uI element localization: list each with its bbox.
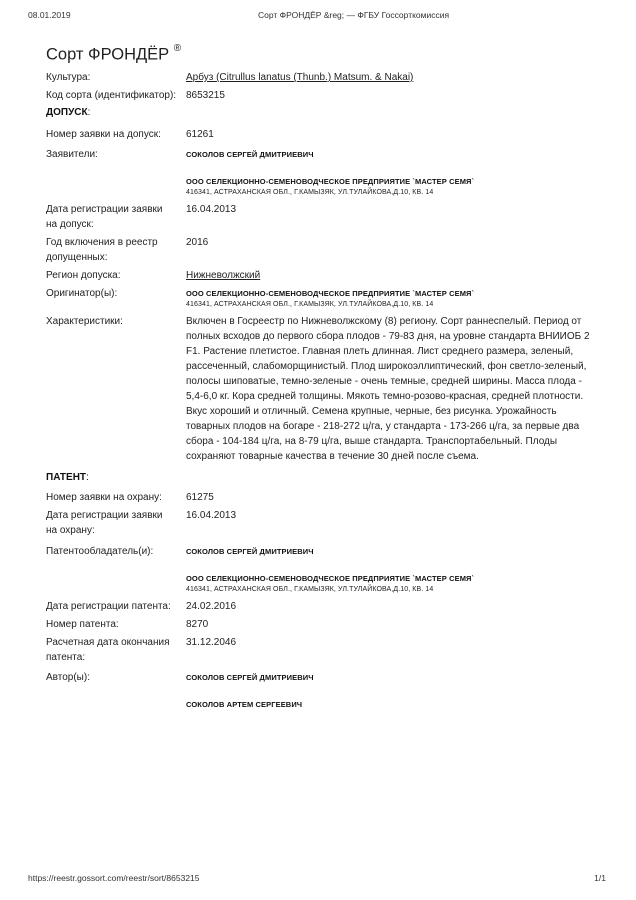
year-label: Год включения в реестр допущенных: xyxy=(46,237,158,263)
print-footer xyxy=(0,873,636,887)
expiry-row xyxy=(46,635,591,665)
print-date: 08.01.2019 xyxy=(28,10,71,20)
year-value: 2016 xyxy=(186,237,209,248)
admission-app-no-value: 61261 xyxy=(186,129,214,140)
author-2: СОКОЛОВ АРТЕМ СЕРГЕЕВИЧ xyxy=(186,700,303,709)
admission-heading-text: ДОПУСК xyxy=(46,107,88,118)
print-header xyxy=(0,10,636,24)
applicant-person: СОКОЛОВ СЕРГЕЙ ДМИТРИЕВИЧ xyxy=(186,150,314,159)
originator-org-name: ООО СЕЛЕКЦИОННО-СЕМЕНОВОДЧЕСКОЕ ПРЕДПРИЯТИЕ `МАСТЕР СЕМЯ` xyxy=(186,289,475,298)
admission-reg-date-label: Дата регистрации заявки на допуск: xyxy=(46,204,163,230)
region-link[interactable]: Нижневолжский xyxy=(186,270,261,281)
holders-row xyxy=(46,544,591,559)
code-label: Код сорта (идентификатор): xyxy=(46,90,177,101)
patent-date-row xyxy=(46,599,591,614)
sort-card xyxy=(46,40,591,709)
patent-app-no-row xyxy=(46,490,591,505)
expiry-label: Расчетная дата окончания патента: xyxy=(46,637,170,663)
culture-link[interactable]: Арбуз (Citrullus lanatus (Thunb.) Matsum. & Nakai) xyxy=(186,72,414,83)
admission-app-no-row xyxy=(46,127,591,142)
patent-no-label: Номер патента: xyxy=(46,619,119,630)
originator-org-address: 416341, АСТРАХАНСКАЯ ОБЛ., Г.КАМЫЗЯК, УЛ.ТУЛАЙКОВА,Д.10, КВ. 14 xyxy=(186,301,434,308)
holders-label: Патентообладатель(и): xyxy=(46,546,154,557)
patent-date-label: Дата регистрации патента: xyxy=(46,601,171,612)
applicant-org-address: 416341, АСТРАХАНСКАЯ ОБЛ., Г.КАМЫЗЯК, УЛ.ТУЛАЙКОВА,Д.10, КВ. 14 xyxy=(186,189,434,196)
admission-app-no-label: Номер заявки на допуск: xyxy=(46,129,161,140)
applicant-org-block xyxy=(186,177,591,196)
applicant-org-name: ООО СЕЛЕКЦИОННО-СЕМЕНОВОДЧЕСКОЕ ПРЕДПРИЯТИЕ `МАСТЕР СЕМЯ` xyxy=(186,177,475,186)
authors-row xyxy=(46,670,591,685)
region-label: Регион допуска: xyxy=(46,270,121,281)
print-title: Сорт ФРОНДЁР &reg; — ФГБУ Госсорткомиссия xyxy=(258,10,450,20)
patent-heading-colon: : xyxy=(86,472,89,483)
patent-reg-date-label: Дата регистрации заявки на охрану: xyxy=(46,510,163,536)
applicants-row xyxy=(46,147,591,162)
applicants-label: Заявители: xyxy=(46,149,98,160)
originator-label: Оригинатор(ы): xyxy=(46,288,118,299)
author-2-block xyxy=(186,700,591,709)
patent-app-no-value: 61275 xyxy=(186,492,214,503)
print-url: https://reestr.gossort.com/reestr/sort/8653215 xyxy=(28,873,200,883)
culture-label: Культура: xyxy=(46,72,91,83)
print-page-number: 1/1 xyxy=(594,873,606,883)
sort-title-text: Сорт ФРОНДЁР xyxy=(46,45,170,64)
page-title xyxy=(46,40,591,66)
admission-heading-colon: : xyxy=(87,107,91,118)
admission-reg-date-row xyxy=(46,202,591,232)
patent-no-value: 8270 xyxy=(186,619,209,630)
region-row xyxy=(46,268,591,283)
characteristics-row xyxy=(46,314,591,464)
holder-org-block xyxy=(186,574,591,593)
holder-org-name: ООО СЕЛЕКЦИОННО-СЕМЕНОВОДЧЕСКОЕ ПРЕДПРИЯТИЕ `МАСТЕР СЕМЯ` xyxy=(186,574,475,583)
patent-no-row xyxy=(46,617,591,632)
patent-app-no-label: Номер заявки на охрану: xyxy=(46,492,162,503)
culture-row xyxy=(46,70,591,85)
characteristics-text: Включен в Госреестр по Нижневолжскому (8) региону. Сорт раннеспелый. Период от полных всходов до первого сбора плодов - 79-83 дня, на уровне стандарта ВНИИОБ 2 F1. Растение плетистое. Главная плеть длинная. Лист среднего размера, зеленый, рассеченный, слабоморщинистый. Плод широкоэллиптический, фон светло-зеленый, полосы шиповатые, темно-зеленые - очень темные, средней ширины. Масса плода - 5,4-6,0 кг. Кора средней толщины. Мякоть темно-розово-красная, средней плотности. Вкус хороший и отличный. Семена крупные, черные, без рисунка. Урожайность товарных плодов на богаре - 218-272 ц/га, у стандарта - 173-266 ц/га, за первые два сбора - 104-184 ц/га, на 8-79 ц/га, выше стандарта. Транспортабельный. Плоды сохраняют товарные качества в течение 30 дней после съема. xyxy=(186,316,590,462)
holder-org-address: 416341, АСТРАХАНСКАЯ ОБЛ., Г.КАМЫЗЯК, УЛ.ТУЛАЙКОВА,Д.10, КВ. 14 xyxy=(186,586,434,593)
code-row xyxy=(46,88,591,103)
registered-mark: ® xyxy=(173,43,182,54)
originator-row xyxy=(46,286,591,301)
holder-person: СОКОЛОВ СЕРГЕЙ ДМИТРИЕВИЧ xyxy=(186,547,314,556)
originator-org-block xyxy=(186,301,591,308)
characteristics-label: Характеристики: xyxy=(46,316,123,327)
expiry-value: 31.12.2046 xyxy=(186,637,237,648)
patent-reg-date-value: 16.04.2013 xyxy=(186,510,237,521)
patent-heading-text: ПАТЕНТ xyxy=(46,472,87,483)
code-value: 8653215 xyxy=(186,90,225,101)
admission-reg-date-value: 16.04.2013 xyxy=(186,204,237,215)
patent-date-value: 24.02.2016 xyxy=(186,601,237,612)
patent-reg-date-row xyxy=(46,508,591,538)
admission-heading xyxy=(46,105,591,120)
author-1: СОКОЛОВ СЕРГЕЙ ДМИТРИЕВИЧ xyxy=(186,673,314,682)
patent-heading xyxy=(46,470,591,485)
year-row xyxy=(46,235,591,265)
authors-label: Автор(ы): xyxy=(46,672,90,683)
